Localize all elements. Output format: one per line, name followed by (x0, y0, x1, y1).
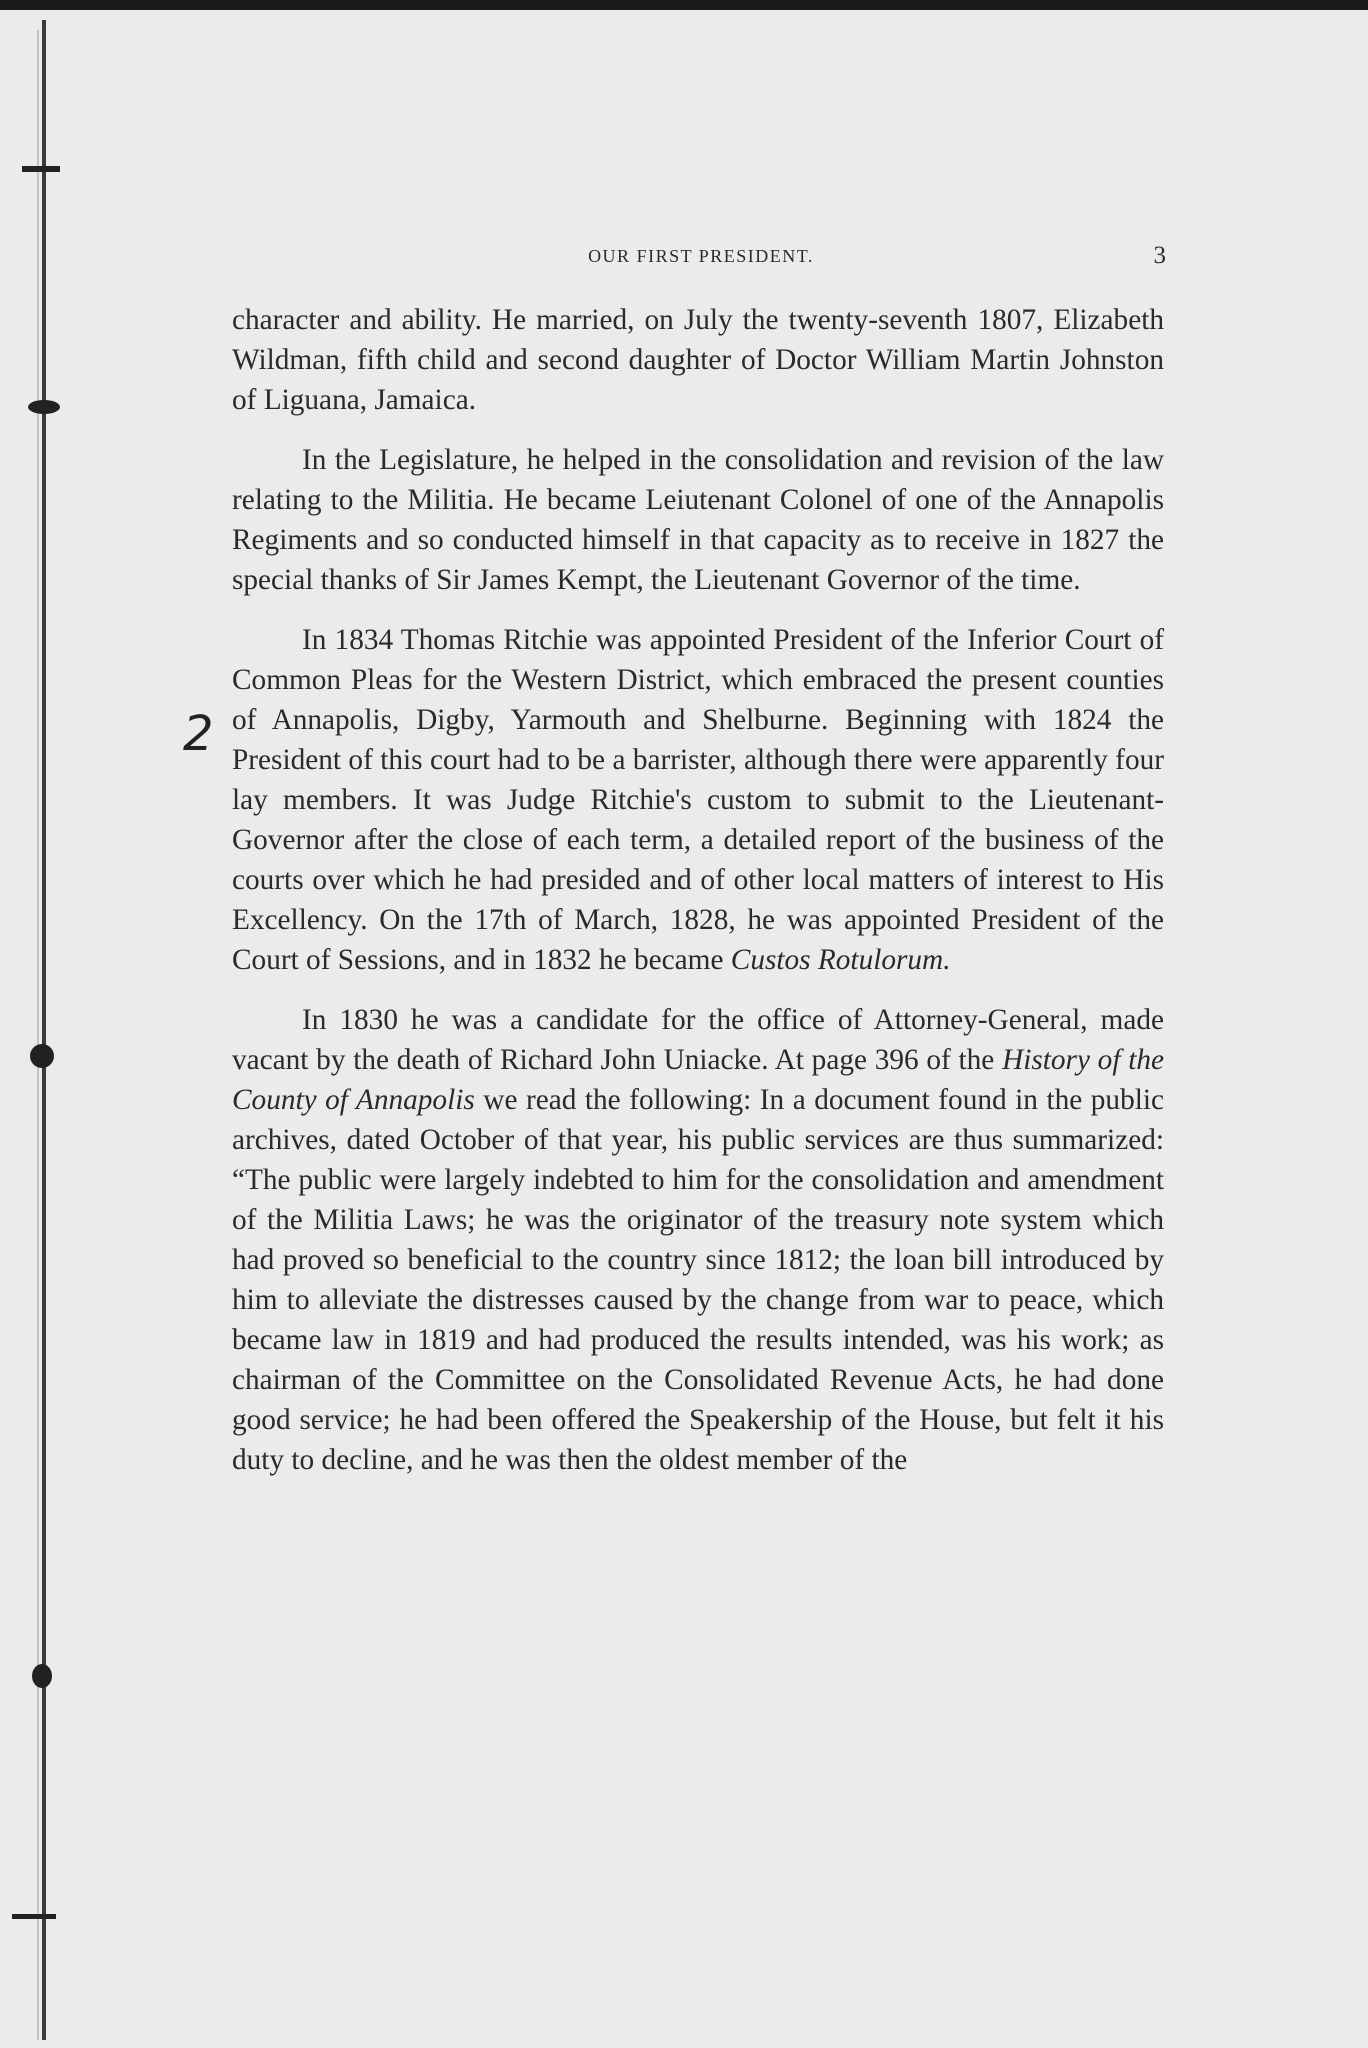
paragraph-3-text: In 1834 Thomas Ritchie was appointed President of the Inferior Court of Common Pleas for the Western District, which embraced the present counties of Annapolis, Digby, Yarmouth and Shelburne. Beginning with 1824 the President of this court had to be a barrister, although there were apparently four lay members. It was Judge Ritchie's custom to submit to the Lieutenant-Governor after the close of each term, a detailed report of the business of the courts over which he had presided and of other local matters of interest to His Excellency. On the 17th of March, 1828, he was appointed President of the Court of Sessions, and in 1832 he became (232, 624, 1164, 976)
body-text (232, 300, 1164, 1480)
paragraph-2: In the Legislature, he helped in the consolidation and revision of the law relating to the Militia. He became Leiutenant Colonel of one of the Annapolis Regiments and so conducted himself in that capacity as to receive in 1827 the special thanks of Sir James Kempt, the Lieutenant Governor of the time. (232, 444, 1164, 596)
binding-stitches (0, 0, 70, 2048)
running-head (236, 242, 1166, 272)
paragraph-4-text-start: In 1830 he was a candidate for the office of Attorney-General, made vacant by the death of Richard John Uniacke. At page 396 of the (232, 1004, 1164, 1076)
paragraph-4-text-end: we read the following: In a document found in the public archives, dated October of that year, his public services are thus summarized: “The public were largely indebted to him for the consolidation and amendment of the Militia Laws; he was the originator of the treasury note system which had proved so beneficial to the country since 1812; the loan bill introduced by him to alleviate the distresses caused by the change from war to peace, which became law in 1819 and had produced the results intended, was his work; as chairman of the Committee on the Consolidated Revenue Acts, he had done good service; he had been offered the Speakership of the House, but felt it his duty to decline, and he was then the oldest member of the (232, 1084, 1165, 1476)
paragraph-3 (232, 620, 1164, 980)
paragraph-1: character and ability. He married, on July the twenty-seventh 1807, Elizabeth Wildman, fifth child and second daughter of Doctor William Martin Johnston of Liguana, Jamaica. (232, 304, 1164, 416)
running-title: OUR FIRST PRESIDENT. (588, 246, 814, 266)
page-number: 3 (1153, 242, 1166, 269)
paragraph-3-italic: Custos Rotulorum. (730, 944, 951, 976)
scan-top-border (0, 0, 1368, 10)
handwritten-margin-note: 2 (183, 706, 214, 762)
paragraph-4 (232, 1000, 1164, 1480)
paragraph-4-book-title: History of the County of Annapolis (232, 1044, 1164, 1116)
